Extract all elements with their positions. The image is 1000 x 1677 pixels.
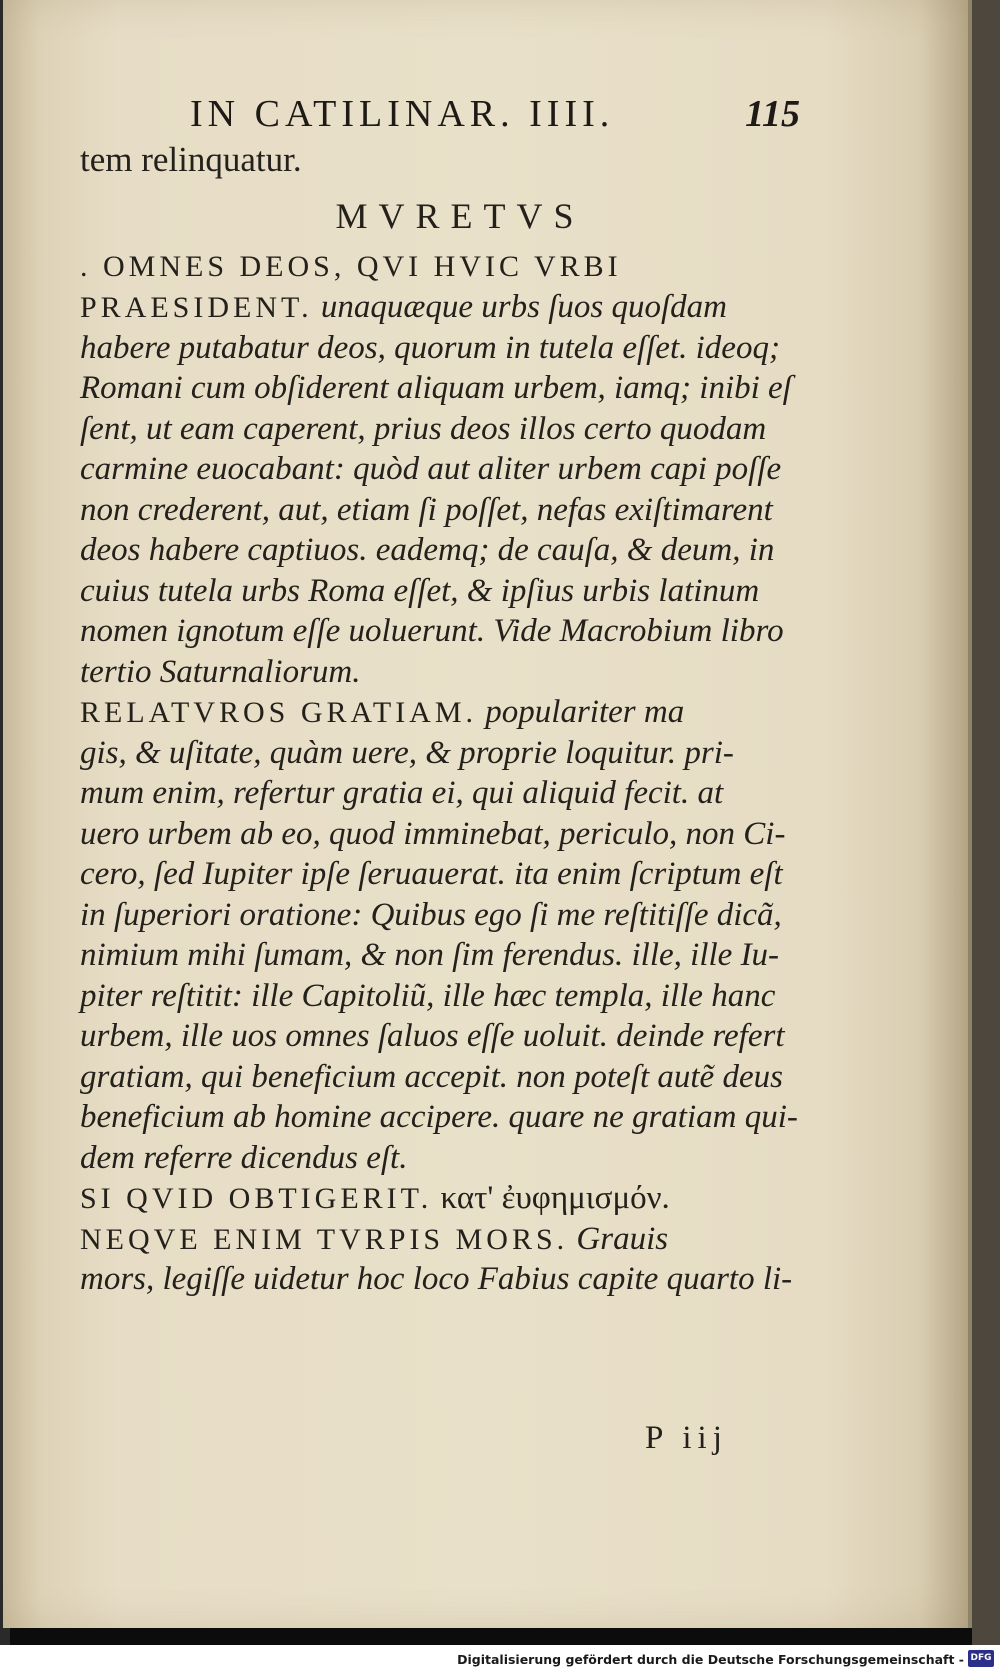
text-line: dem referre dicendus eſt. bbox=[80, 1139, 408, 1176]
text-line: cero, ſed Iupiter ipſe ſeruauerat. ita enim ſcriptum eſt bbox=[80, 856, 783, 892]
commentary-text: populariter ma bbox=[477, 694, 685, 730]
section-title: MVRETVS bbox=[335, 195, 585, 236]
lemma-text: RELATVROS GRATIAM. bbox=[80, 696, 478, 729]
commentary-paragraph-1 bbox=[80, 247, 840, 693]
text-line: gratiam, qui beneficium accepit. non poteſt autẽ deus bbox=[80, 1058, 783, 1095]
continuation-line: tem relinquatur. bbox=[80, 140, 302, 179]
text-line: beneficium ab homine accipere. quare ne gratiam qui- bbox=[80, 1099, 798, 1135]
text-line: urbem, ille uos omnes ſaluos eſſe uoluit. deinde refert bbox=[80, 1018, 785, 1054]
lemma-text: SI QVID OBTIGERIT. bbox=[80, 1182, 433, 1215]
commentary-paragraph-4 bbox=[80, 1219, 840, 1300]
commentary-paragraph-3 bbox=[80, 1178, 840, 1219]
funding-credit: Digitalisierung gefördert durch die Deutsche Forschungsgemeinschaft - bbox=[457, 1652, 964, 1667]
commentary-paragraph-2 bbox=[80, 692, 840, 1178]
greek-gloss: κατ' ἐυφημισμόν. bbox=[432, 1180, 670, 1216]
folio-number: 115 bbox=[745, 93, 800, 135]
text-line: uero urbem ab eo, quod imminebat, periculo, non Ci- bbox=[80, 815, 786, 852]
signature-mark: P iij bbox=[645, 1420, 728, 1456]
lemma-line bbox=[80, 1178, 840, 1219]
scan-right-edge bbox=[972, 0, 1000, 1645]
running-title: IN CATILINAR. IIII. bbox=[190, 93, 615, 135]
text-line: ſent, ut eam caperent, prius deos illos certo quodam bbox=[80, 410, 767, 447]
text-line: Romani cum obſiderent aliquam urbem, iamq; inibi eſ bbox=[80, 370, 792, 406]
text-line: in ſuperiori oratione: Quibus ego ſi me reſtitiſſe dicã, bbox=[80, 896, 782, 933]
page-body bbox=[80, 140, 840, 1300]
commentary-text: Grauis bbox=[568, 1220, 669, 1257]
text-line: tertio Saturnaliorum. bbox=[80, 653, 361, 690]
commentary-text: unaquæque urbs ſuos quoſdam bbox=[312, 289, 727, 325]
text-line: cuius tutela urbs Roma eſſet, & ipſius urbis latinum bbox=[80, 572, 760, 609]
lemma-text: PRAESIDENT. bbox=[80, 291, 313, 324]
lemma-line bbox=[80, 287, 840, 328]
text-line: piter reſtitit: ille Capitoliũ, ille hæc templa, ille hanc bbox=[80, 977, 776, 1014]
digitization-footer bbox=[0, 1645, 1000, 1677]
text-line: nomen ignotum eſſe uoluerunt. Vide Macrobium libro bbox=[80, 613, 784, 649]
lemma-line bbox=[80, 1219, 840, 1260]
text-line: carmine euocabant: quòd aut aliter urbem capi poſſe bbox=[80, 451, 782, 487]
lemma-line: . OMNES DEOS, QVI HVIC VRBI bbox=[80, 249, 622, 283]
lemma-text: NEQVE ENIM TVRPIS MORS. bbox=[80, 1222, 569, 1256]
text-line: gis, & uſitate, quàm uere, & proprie loquitur. pri- bbox=[80, 734, 734, 771]
page-header bbox=[190, 92, 830, 142]
lemma-line bbox=[80, 692, 840, 733]
text-line: deos habere captiuos. eademq; de cauſa, & deum, in bbox=[80, 532, 775, 568]
text-line: mors, legiſſe uidetur hoc loco Fabius capite quarto li- bbox=[80, 1261, 793, 1297]
text-line: non crederent, aut, etiam ſi poſſet, nefas exiſtimarent bbox=[80, 491, 773, 528]
text-line: nimium mihi ſumam, & non ſim ferendus. ille, ille Iu- bbox=[80, 937, 780, 973]
text-line: mum enim, refertur gratia ei, qui aliquid fecit. at bbox=[80, 775, 724, 811]
dfg-logo: DFG bbox=[968, 1650, 994, 1667]
text-line: habere putabatur deos, quorum in tutela eſſet. ideoq; bbox=[80, 329, 780, 366]
